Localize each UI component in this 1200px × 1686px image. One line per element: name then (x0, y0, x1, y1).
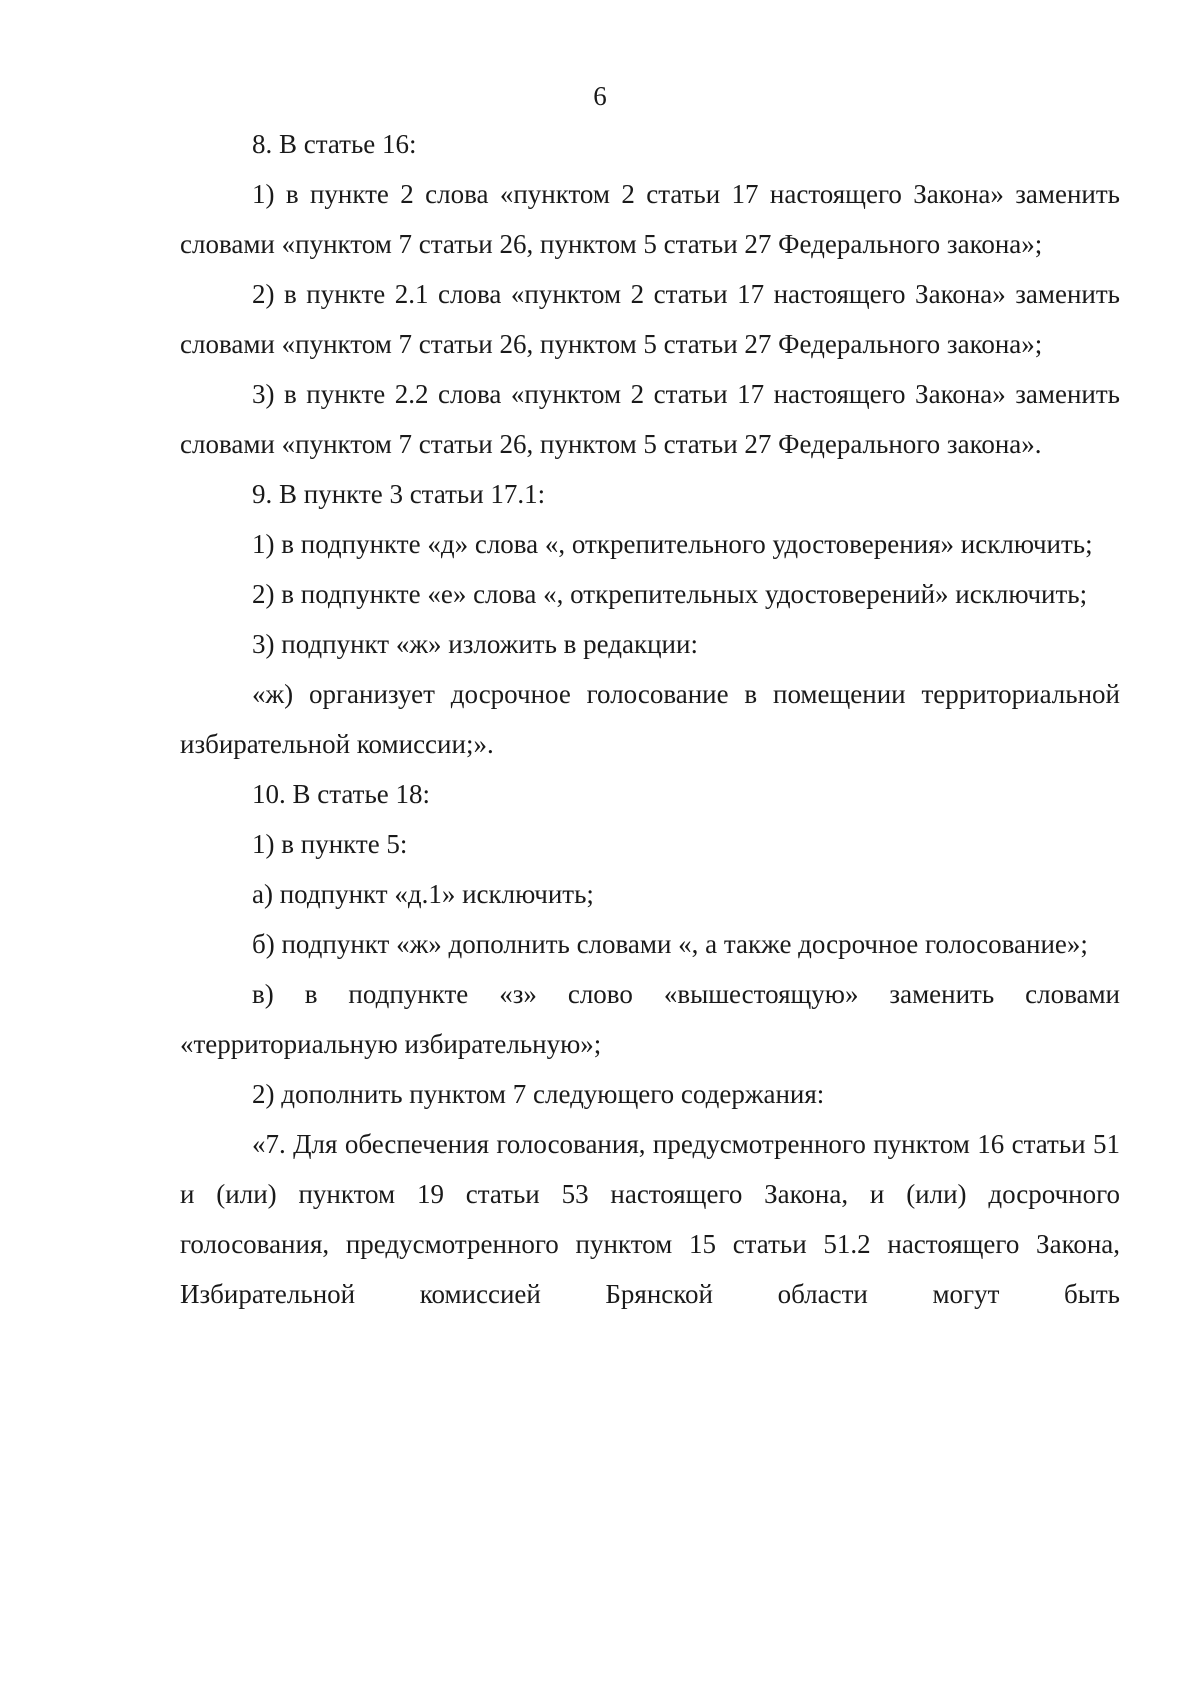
paragraph-article-18-item-2: 2) дополнить пунктом 7 следующего содержания: (252, 1079, 825, 1109)
paragraph-article-17-1-item-3-text: «ж) организует досрочное голосование в помещении территориальной избирательной комиссии;». (180, 679, 1120, 759)
paragraph-article-18-item-1: 1) в пункте 5: (252, 829, 408, 859)
paragraph-article-16-heading: 8. В статье 16: (252, 129, 417, 159)
paragraph-article-18-heading: 10. В статье 18: (252, 779, 431, 809)
paragraph-article-17-1-item-1: 1) в подпункте «д» слова «, открепительного удостоверения» исключить; (252, 529, 1093, 559)
paragraph-article-18-item-1b: б) подпункт «ж» дополнить словами «, а также досрочное голосование»; (252, 929, 1088, 959)
paragraph-article-18-item-1a: а) подпункт «д.1» исключить; (252, 879, 594, 909)
paragraph-article-16-item-1: 1) в пункте 2 слова «пунктом 2 статьи 17 настоящего Закона» заменить словами «пунктом 7 статьи 26, пунктом 5 статьи 27 Федерального закона»; (180, 179, 1120, 259)
paragraph-article-18-item-2-text: «7. Для обеспечения голосования, предусмотренного пунктом 16 статьи 51 и (или) пунктом 19 статьи 53 настоящего Закона, и (или) досрочного голосования, предусмотренного пунктом 15 статьи 51.2 настоящего Закона, Избирательной комиссией Брянской области могут быть (180, 1129, 1120, 1309)
document-body (180, 119, 1120, 1319)
paragraph-article-18-item-1c: в) в подпункте «з» слово «вышестоящую» заменить словами «территориальную избирательную»; (180, 979, 1120, 1059)
paragraph-article-17-1-item-3: 3) подпункт «ж» изложить в редакции: (252, 629, 698, 659)
paragraph-article-17-1-heading: 9. В пункте 3 статьи 17.1: (252, 479, 546, 509)
page-number: 6 (593, 81, 607, 111)
paragraph-article-16-item-2: 2) в пункте 2.1 слова «пунктом 2 статьи 17 настоящего Закона» заменить словами «пунктом 7 статьи 26, пунктом 5 статьи 27 Федерального закона»; (180, 279, 1120, 359)
paragraph-article-16-item-3: 3) в пункте 2.2 слова «пунктом 2 статьи 17 настоящего Закона» заменить словами «пунктом 7 статьи 26, пунктом 5 статьи 27 Федерального закона». (180, 379, 1120, 459)
paragraph-article-17-1-item-2: 2) в подпункте «е» слова «, открепительных удостоверений» исключить; (252, 579, 1088, 609)
